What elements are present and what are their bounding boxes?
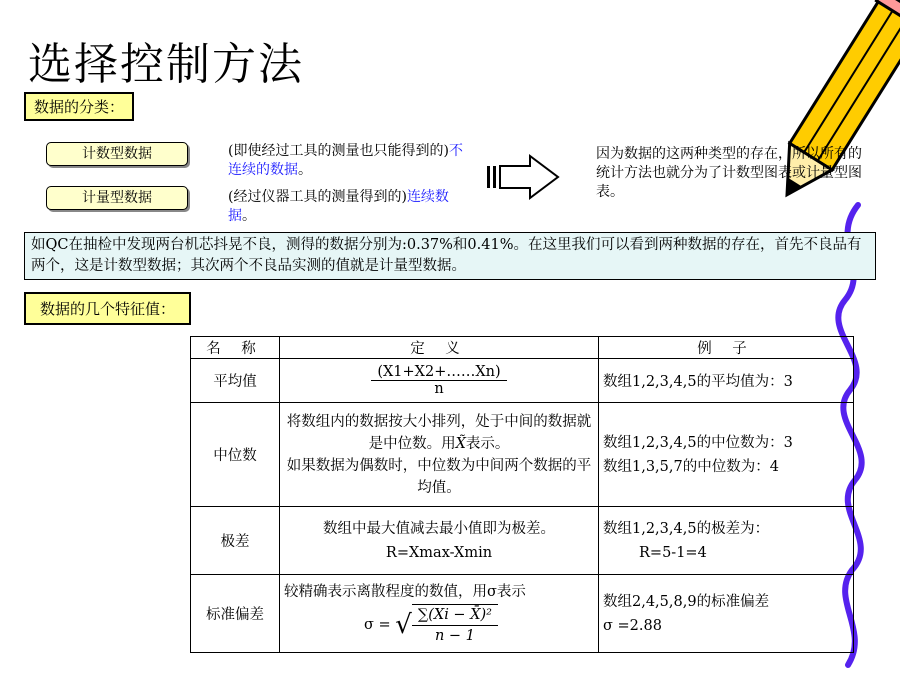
table-header-row	[191, 337, 854, 359]
row-definition: 将数组内的数据按大小排列，处于中间的数据就是中位数。用X̃表示。 如果数据为偶数时，中位数为中间两个数据的平均值。	[280, 403, 599, 507]
page-title: 选择控制方法	[28, 39, 304, 90]
header-example: 例 子	[599, 337, 854, 359]
example-note: 如QC在抽检中发现两台机芯抖晃不良，测得的数据分别为:0.37%和0.41%。在这里我们可以看到两种数据的存在，首先不良品有两个，这是计数型数据；其次两个不良品实测的值就是计量型数据。	[24, 232, 876, 280]
row-example: 数组1,2,3,4,5的平均值为：3	[599, 359, 854, 403]
sqrt-icon: √	[395, 609, 412, 640]
row-example: 数组2,4,5,8,9的标准偏差 σ =2.88	[599, 575, 854, 653]
measure-data-desc: (经过仪器工具的测量得到的)连续数据。	[228, 189, 449, 224]
table-row	[191, 359, 854, 403]
data-classification-label: 数据的分类：	[24, 92, 134, 121]
count-data-desc: (即使经过工具的测量也只能得到的)不连续的数据。	[228, 143, 463, 178]
row-example: 数组1,2,3,4,5的极差为： R=5-1=4	[599, 507, 854, 575]
arrow-right-icon	[484, 152, 564, 202]
std-dev-formula: σ = √ $\frac{\text{∑(Xi − X̄)²}}{n - 1}$	[284, 604, 594, 646]
header-name: 名 称	[191, 337, 280, 359]
header-definition: 定 义	[280, 337, 599, 359]
row-definition: 较精确表示离散程度的数值，用σ表示 σ = √ $\frac{\text{∑(Xi − X̄)²}}{n - 1}$	[280, 575, 599, 653]
characteristic-values-label: 数据的几个特征值：	[24, 292, 191, 325]
measure-data-box: 计量型数据	[46, 186, 188, 210]
table-row	[191, 403, 854, 507]
row-definition: 数组中最大值减去最小值即为极差。 R=Xmax-Xmin	[280, 507, 599, 575]
count-data-box: 计数型数据	[46, 142, 188, 166]
row-name: 极差	[191, 507, 280, 575]
characteristic-table	[190, 336, 854, 653]
row-example: 数组1,2,3,4,5的中位数为：3 数组1,3,5,7的中位数为：4	[599, 403, 854, 507]
conclusion-text: 因为数据的这两种类型的存在，所以所有的统计方法也就分为了计数型图表或计量型图表。	[596, 146, 862, 200]
table-row	[191, 507, 854, 575]
mean-formula: $\frac{(X1+X2+\dots\dots Xn)}{n}$	[280, 359, 599, 403]
row-name: 中位数	[191, 403, 280, 507]
row-name: 标准偏差	[191, 575, 280, 653]
row-name: 平均值	[191, 359, 280, 403]
table-row	[191, 575, 854, 653]
